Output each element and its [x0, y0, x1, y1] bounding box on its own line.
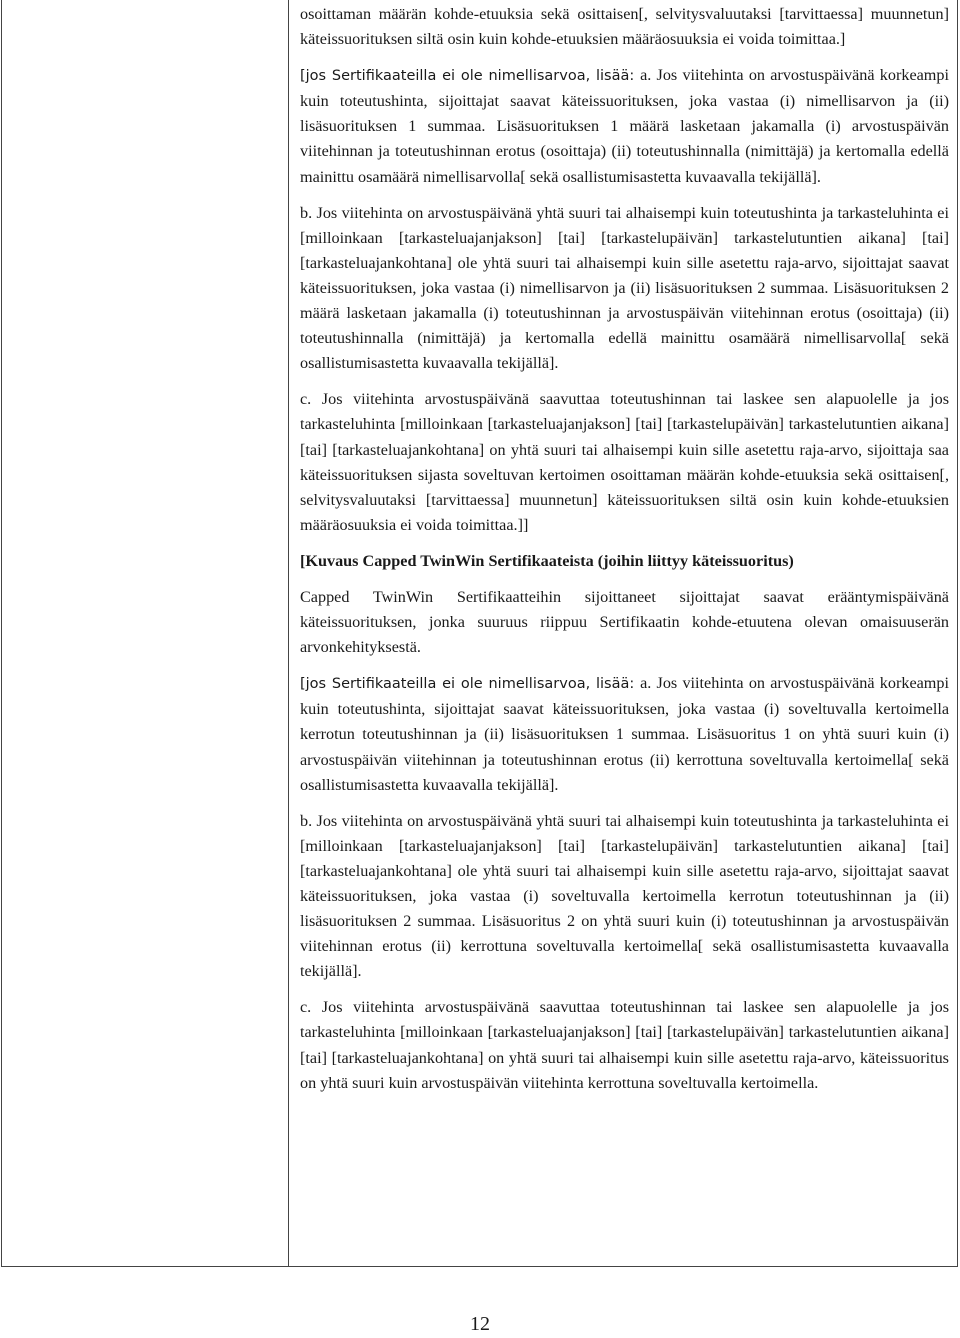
- document-body: [300, 2, 949, 1107]
- paragraph-text: c. Jos viitehinta arvostuspäivänä saavuttaa toteutushinnan tai laskee sen alapuolelle ja jos tarkasteluhinta [milloinkaan [tarkasteluajanjakson] [tai] [tarkastelupäivän] tarkastelutuntien aikana] [tai] [tarkasteluajankohtana] on yhtä suuri tai alhaisempi kuin sille asetettu raja-arvo, käteissuoritus on yhtä suuri kuin arvostuspäivän viitehinta kerrottuna soveltuvalla kertoimella.: [300, 998, 949, 1092]
- paragraph-text: c. Jos viitehinta arvostuspäivänä saavuttaa toteutushinnan tai laskee sen alapuolelle ja jos tarkasteluhinta [milloinkaan [tarkasteluajanjakson] [tai] [tarkastelupäivän] tarkastelutuntien aikana] [tai] [tarkasteluajankohtana] on yhtä suuri tai alhaisempi kuin sille asetettu raja-arvo, sijoittaja saa käteissuorituksen sijasta soveltuvan kertoimen osoittaman määrän kohde-etuuksia sekä osittaisen[, selvitysvaluutaksi [tarvittaessa] muunnetun] käteissuorituksen siltä osin kuin kohde-etuuksien määräosuuksia ei voida toimittaa.]]: [300, 390, 949, 534]
- paragraph-lead: [jos Sertifikaateilla ei ole nimellisarvoa, lisää:: [300, 68, 641, 85]
- paragraph-intro: [300, 585, 949, 660]
- paragraph-b: [300, 201, 949, 377]
- paragraph-text: osoittaman määrän kohde-etuuksia sekä osittaisen[, selvitysvaluutaksi [tarvittaessa] muunnetun] käteissuorituksen siltä osin kuin kohde-etuuksien määräosuuksia ei voida toimittaa.]: [300, 5, 949, 49]
- paragraph-text: Capped TwinWin Sertifikaatteihin sijoittaneet sijoittajat saavat erääntymispäivänä käteissuorituksen, jonka suuruus riippuu Sertifikaatin kohde-etuutena olevan omaisuuserän arvonkehityksestä.: [300, 587, 949, 657]
- paragraph-text: a. Jos viitehinta on arvostuspäivänä korkeampi kuin toteutushinta, sijoittajat saavat käteissuorituksen, joka vastaa (i) soveltuvalla kertoimella kerrotun toteutushinnan ja (ii) lisäsuorituksen 1 summaa. Lisäsuoritus 1 on yhtä suuri kuin (i) arvostuspäivän viitehinnan ja toteutushinnan erotus (ii) kerrottuna soveltuvalla kertoimella[ sekä osallistumisastetta kuvaavalla tekijällä].: [300, 674, 949, 794]
- paragraph-text: b. Jos viitehinta on arvostuspäivänä yhtä suuri tai alhaisempi kuin toteutushinta ja tarkasteluhinta ei [milloinkaan [tarkasteluajanjakson] [tai] [tarkastelupäivän] tarkastelutuntien aikana] [tai] [tarkasteluajankohtana] ole yhtä suuri tai alhaisempi kuin sille asetettu raja-arvo, sijoittajat saavat käteissuorituksen, joka vastaa (i) soveltuvalla kertoimella kerrotun toteutushinnan ja (ii) lisäsuorituksen 2 summaa. Lisäsuoritus 2 on yhtä suuri kuin (i) toteutushinnan ja arvostuspäivän viitehinnan erotus (ii) kerrottuna soveltuvalla kertoimella[ sekä osallistumisastetta kuvaavalla tekijällä].: [300, 811, 949, 981]
- heading-text: [Kuvaus Capped TwinWin Sertifikaateista (joihin liittyy käteissuoritus): [300, 551, 794, 570]
- paragraph-no-nominal-a: [300, 63, 949, 189]
- paragraph-no-nominal-a-2: [300, 671, 949, 797]
- section-heading: [300, 549, 949, 574]
- paragraph-lead: [jos Sertifikaateilla ei ole nimellisarvoa, lisää:: [300, 676, 641, 693]
- paragraph-c: [300, 387, 949, 538]
- paragraph-c-2: [300, 995, 949, 1095]
- paragraph-b-2: [300, 809, 949, 985]
- paragraph-text: b. Jos viitehinta on arvostuspäivänä yhtä suuri tai alhaisempi kuin toteutushinta ja tarkasteluhinta ei [milloinkaan [tarkasteluajanjakson] [tai] [tarkastelupäivän] tarkastelutuntien aikana] [tai] [tarkasteluajankohtana] ole yhtä suuri tai alhaisempi kuin sille asetettu raja-arvo, sijoittajat saavat käteissuorituksen, joka vastaa (i) nimellisarvon ja (ii) lisäsuorituksen 2 summaa. Lisäsuorituksen 2 määrä lasketaan jakamalla (i) toteutushinnan ja arvostuspäivän viitehinnan erotus (osoittaja) (ii) toteutushinnalla (nimittäjä) ja kertomalla edellä mainittu osamäärä nimellisarvolla[ sekä osallistumisastetta kuvaavalla tekijällä].: [300, 203, 949, 373]
- paragraph-text: a. Jos viitehinta on arvostuspäivänä korkeampi kuin toteutushinta, sijoittajat saavat käteissuorituksen, joka vastaa (i) nimellisarvon ja (ii) lisäsuorituksen 1 summaa. Lisäsuorituksen 1 määrä lasketaan jakamalla (i) arvostuspäivän viitehinnan ja toteutushinnan erotus (osoittaja) (ii) toteutushinnalla (nimittäjä) ja kertomalla edellä mainittu osamäärä nimellisarvolla[ sekä osallistumisastetta kuvaavalla tekijällä].: [300, 66, 949, 186]
- page-number: 12: [470, 1313, 490, 1335]
- paragraph-continuation: [300, 2, 949, 52]
- column-divider: [288, 0, 289, 1267]
